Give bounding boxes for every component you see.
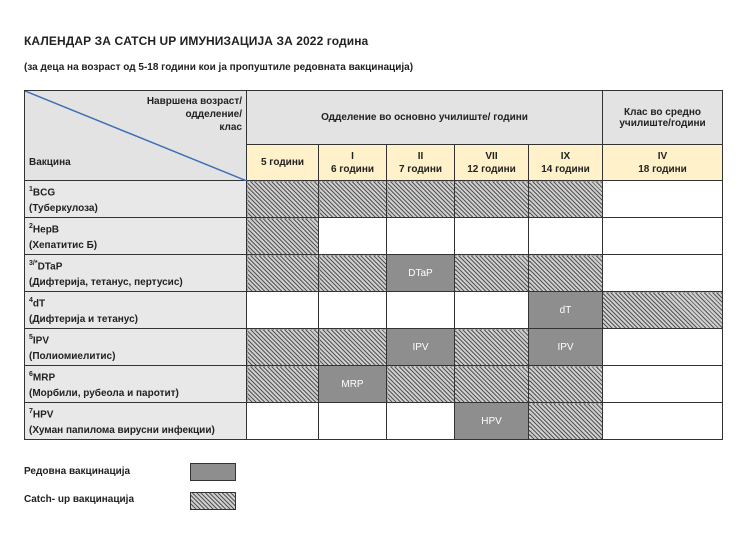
vaccine-name: MRP: [32, 372, 56, 384]
age-header-4: [529, 145, 603, 181]
vaccine-name: HPV: [32, 409, 54, 421]
age-grade-label: I: [351, 150, 354, 162]
page-subtitle: (за деца на возраст од 5-18 години кои ја пропуштиле редовната вакцинација): [24, 62, 414, 73]
schedule-cell-hatch: [319, 181, 387, 218]
vaccine-description: (Морбили, рубеола и паротит): [29, 387, 179, 399]
schedule-cell-hatch: [529, 403, 603, 440]
vaccine-description: (Дифтерија и тетанус): [29, 313, 139, 325]
vaccine-footnote: 6: [29, 371, 33, 379]
vaccine-description: (Хепатитис Б): [29, 239, 98, 251]
page-title: КАЛЕНДАР ЗА CATCH UP ИМУНИЗАЦИЈА ЗА 2022 година: [24, 34, 369, 48]
vaccine-footnote: 3/*: [29, 260, 38, 268]
vaccine-label-cell: [25, 218, 247, 255]
vaccine-label-cell: [25, 292, 247, 329]
schedule-cell-blank: [603, 366, 723, 403]
age-header-2: [387, 145, 455, 181]
vaccine-footnote: 5: [29, 334, 33, 342]
vaccine-row: [25, 329, 723, 366]
secondary-school-line2: училиште/години: [619, 117, 706, 129]
schedule-cell-hatch: [247, 366, 319, 403]
vaccine-footnote: 7: [29, 408, 33, 416]
corner-label-grade: одделение/: [185, 109, 242, 120]
immunization-table: [24, 90, 723, 440]
vaccine-footnote: 2: [29, 223, 33, 231]
age-header-0: [247, 145, 319, 181]
age-grade-label: II: [417, 150, 424, 162]
primary-school-header: Одделение во основно училиште/ години: [247, 91, 603, 145]
schedule-cell-hatch: [455, 329, 529, 366]
legend-catchup-label: Catch- up вакцинација: [24, 494, 134, 505]
schedule-cell-blank: [319, 218, 387, 255]
schedule-cell-blank: [247, 403, 319, 440]
schedule-cell-hatch: [319, 329, 387, 366]
legend-regular-swatch: [190, 463, 236, 481]
vaccine-description: (Хуман папилома вирусни инфекции): [29, 424, 215, 436]
schedule-cell-blank: [387, 292, 455, 329]
age-years-label: 18 години: [638, 163, 687, 175]
schedule-cell-solid: IPV: [529, 329, 603, 366]
legend-catchup-swatch: [190, 492, 236, 510]
schedule-cell-blank: [603, 181, 723, 218]
schedule-cell-hatch: [319, 255, 387, 292]
schedule-cell-solid: HPV: [455, 403, 529, 440]
schedule-cell-blank: [387, 218, 455, 255]
legend-regular-label: Редовна вакцинација: [24, 466, 131, 477]
schedule-cell-hatch: [247, 255, 319, 292]
vaccine-label-cell: [25, 366, 247, 403]
schedule-cell-blank: [247, 292, 319, 329]
corner-label-vaccine: Вакцина: [29, 157, 71, 168]
schedule-cell-hatch: [455, 255, 529, 292]
schedule-cell-hatch: [603, 292, 723, 329]
schedule-cell-hatch: [529, 181, 603, 218]
schedule-cell-hatch: [247, 329, 319, 366]
vaccine-label-cell: [25, 329, 247, 366]
schedule-cell-hatch: [387, 366, 455, 403]
vaccine-description: (Дифтерија, тетанус, пертусис): [29, 276, 183, 288]
schedule-cell-blank: [319, 403, 387, 440]
age-years-label: 14 години: [541, 163, 590, 175]
schedule-cell-hatch: [455, 366, 529, 403]
schedule-cell-blank: [603, 403, 723, 440]
vaccine-name: HepB: [32, 224, 60, 236]
schedule-cell-blank: [319, 292, 387, 329]
age-header-5: [603, 145, 723, 181]
vaccine-name: IPV: [32, 335, 50, 347]
vaccine-footnote: 1: [29, 186, 33, 194]
schedule-cell-hatch: [247, 181, 319, 218]
age-header-3: [455, 145, 529, 181]
schedule-cell-hatch: [529, 255, 603, 292]
vaccine-label-cell: [25, 181, 247, 218]
vaccine-row: [25, 255, 723, 292]
schedule-cell-hatch: [387, 181, 455, 218]
vaccine-description: (Полиомиелитис): [29, 350, 116, 362]
schedule-cell-hatch: [529, 366, 603, 403]
schedule-cell-solid: dT: [529, 292, 603, 329]
vaccine-name: DTaP: [37, 261, 63, 273]
age-header-1: [319, 145, 387, 181]
age-years-label: 6 години: [330, 163, 375, 175]
vaccine-footnote: 4: [29, 297, 33, 305]
schedule-cell-solid: DTaP: [387, 255, 455, 292]
schedule-cell-blank: [603, 218, 723, 255]
schedule-cell-solid: MRP: [319, 366, 387, 403]
schedule-cell-blank: [455, 292, 529, 329]
vaccine-name: dT: [32, 298, 46, 310]
vaccine-description: (Туберкулоза): [29, 202, 98, 214]
schedule-cell-blank: [603, 255, 723, 292]
schedule-cell-blank: [603, 329, 723, 366]
age-grade-label: IV: [657, 150, 668, 162]
vaccine-label-cell: [25, 255, 247, 292]
schedule-cell-solid: IPV: [387, 329, 455, 366]
vaccine-row: [25, 181, 723, 218]
vaccine-name: BCG: [32, 187, 56, 199]
age-years-label: 5 години: [260, 157, 305, 168]
schedule-cell-hatch: [247, 218, 319, 255]
schedule-cell-blank: [529, 218, 603, 255]
secondary-school-line1: Клас во средно: [624, 106, 702, 118]
header-corner-cell: [25, 91, 247, 181]
schedule-cell-blank: [455, 218, 529, 255]
corner-label-class: клас: [219, 122, 242, 133]
secondary-school-header: [603, 91, 723, 145]
age-grade-label: VII: [485, 150, 498, 162]
vaccine-row: [25, 366, 723, 403]
vaccine-label-cell: [25, 403, 247, 440]
age-grade-label: IX: [560, 150, 571, 162]
vaccine-row: [25, 292, 723, 329]
vaccine-row: [25, 403, 723, 440]
schedule-cell-hatch: [455, 181, 529, 218]
corner-label-age: Навршена возраст/: [146, 96, 242, 107]
vaccine-row: [25, 218, 723, 255]
age-years-label: 7 години: [398, 163, 443, 175]
schedule-cell-blank: [387, 403, 455, 440]
age-years-label: 12 години: [467, 163, 516, 175]
